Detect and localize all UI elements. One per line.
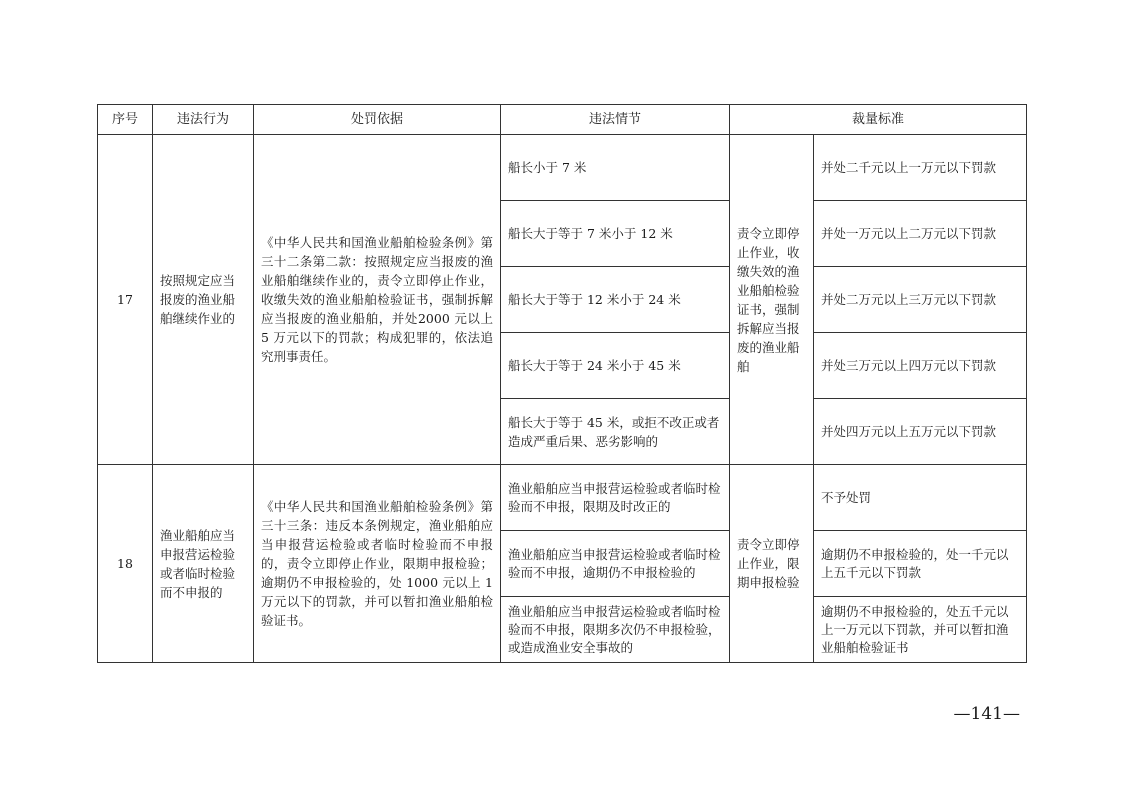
row-discretion-standard: 并处二千元以上一万元以下罚款 [814,135,1027,201]
row-discretion-standard: 逾期仍不申报检验的，处五千元以上一万元以下罚款，并可以暂扣渔业船舶检验证书 [814,597,1027,663]
row-violation-act: 按照规定应当报废的渔业船舶继续作业的 [153,135,254,465]
row-discretion-standard: 并处一万元以上二万元以下罚款 [814,201,1027,267]
penalty-standards-table [97,104,1027,663]
row-violation-detail: 渔业船舶应当申报营运检验或者临时检验而不申报，限期多次仍不申报检验，或造成渔业安全事故的 [501,597,730,663]
row-discretion-standard: 不予处罚 [814,465,1027,531]
row-violation-detail: 渔业船舶应当申报营运检验或者临时检验而不申报，限期及时改正的 [501,465,730,531]
row-penalty-basis: 《中华人民共和国渔业船舶检验条例》第三十二条第二款：按照规定应当报废的渔业船舶继续作业的，责令立即停止作业，收缴失效的渔业船舶检验证书，强制拆解应当报废的渔业船舶，并处2000 元以上 5 万元以下的罚款；构成犯罪的，依法追究刑事责任。 [254,135,501,465]
row-seq: 18 [98,465,153,663]
table-row [98,135,1027,201]
row-order-measure: 责令立即停止作业，收缴失效的渔业船舶检验证书，强制拆解应当报废的渔业船舶 [730,135,814,465]
row-violation-act: 渔业船舶应当申报营运检验或者临时检验而不申报的 [153,465,254,663]
header-violation-act: 违法行为 [153,105,254,135]
table-row [98,465,1027,531]
row-order-measure: 责令立即停止作业，限期申报检验 [730,465,814,663]
page-number: —141— [953,704,1020,724]
row-discretion-standard: 逾期仍不申报检验的，处一千元以上五千元以下罚款 [814,531,1027,597]
row-penalty-basis: 《中华人民共和国渔业船舶检验条例》第三十三条：违反本条例规定，渔业船舶应当申报营运检验或者临时检验而不申报的，责令立即停止作业，限期申报检验；逾期仍不申报检验的，处 1000 元以上 1 万元以下的罚款，并可以暂扣渔业船舶检验证书。 [254,465,501,663]
row-violation-detail: 船长大于等于 24 米小于 45 米 [501,333,730,399]
row-violation-detail: 船长大于等于 45 米，或拒不改正或者造成严重后果、恶劣影响的 [501,399,730,465]
table-header-row [98,105,1027,135]
header-violation-detail: 违法情节 [501,105,730,135]
row-violation-detail: 渔业船舶应当申报营运检验或者临时检验而不申报，逾期仍不申报检验的 [501,531,730,597]
row-violation-detail: 船长大于等于 7 米小于 12 米 [501,201,730,267]
row-discretion-standard: 并处三万元以上四万元以下罚款 [814,333,1027,399]
header-discretion-standard: 裁量标准 [730,105,1027,135]
row-discretion-standard: 并处四万元以上五万元以下罚款 [814,399,1027,465]
row-seq: 17 [98,135,153,465]
header-seq: 序号 [98,105,153,135]
row-discretion-standard: 并处二万元以上三万元以下罚款 [814,267,1027,333]
header-penalty-basis: 处罚依据 [254,105,501,135]
row-violation-detail: 船长小于 7 米 [501,135,730,201]
row-violation-detail: 船长大于等于 12 米小于 24 米 [501,267,730,333]
